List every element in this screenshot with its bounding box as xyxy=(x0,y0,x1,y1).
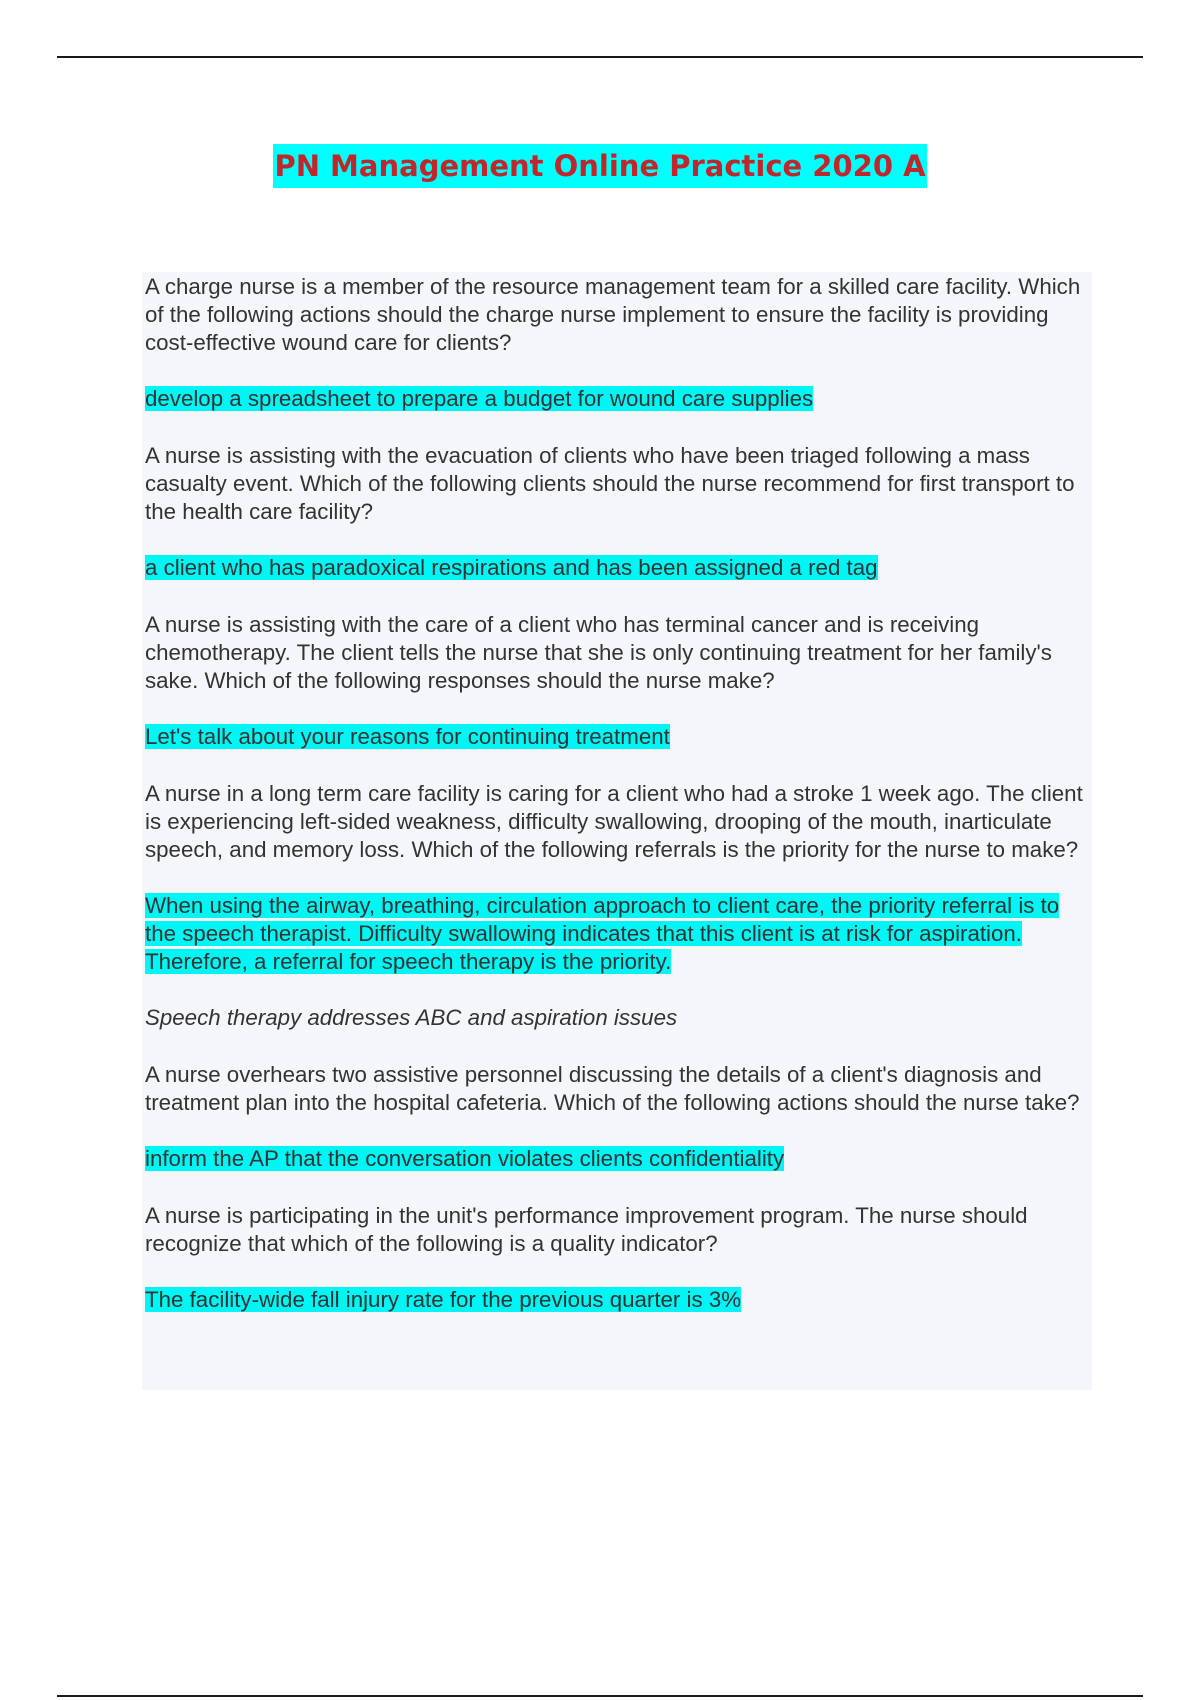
qa-item-4 xyxy=(145,779,1088,1032)
question-4: A nurse in a long term care facility is caring for a client who had a stroke 1 week ago. The client is experiencing left-sided weakness, difficulty swallowing, drooping of the mouth, inarticulate speech, and memory loss. Which of the following referrals is the priority for the nurse to make? xyxy=(145,781,1083,862)
page-title: PN Management Online Practice 2020 A xyxy=(273,144,926,188)
question-1: A charge nurse is a member of the resource management team for a skilled care facility. Which of the following actions should the charge nurse implement to ensure the facility is providing cost-effective wound care for clients? xyxy=(145,274,1081,355)
answer-1-highlight: develop a spreadsheet to prepare a budget for wound care supplies xyxy=(145,386,814,411)
qa-item-3 xyxy=(145,610,1088,751)
qa-panel xyxy=(142,272,1092,1390)
answer-6 xyxy=(145,1286,1088,1314)
answer-4 xyxy=(145,892,1088,976)
qa-item-5 xyxy=(145,1060,1088,1173)
answer-3-highlight: Let's talk about your reasons for continuing treatment xyxy=(145,724,670,749)
answer-6-highlight: The facility-wide fall injury rate for the previous quarter is 3% xyxy=(145,1287,742,1312)
title-container xyxy=(0,144,1200,188)
qa-item-2 xyxy=(145,441,1088,582)
answer-1 xyxy=(145,385,1088,413)
answer-4-note: Speech therapy addresses ABC and aspiration issues xyxy=(145,1005,678,1030)
bottom-rule xyxy=(57,1695,1143,1697)
answer-4-highlight: When using the airway, breathing, circulation approach to client care, the priority referral is to the speech therapist. Difficulty swallowing indicates that this client is at risk for aspiration. Therefore, a referral for speech therapy is the priority. xyxy=(145,893,1060,974)
question-2: A nurse is assisting with the evacuation of clients who have been triaged following a mass casualty event. Which of the following clients should the nurse recommend for first transport to the health care facility? xyxy=(145,443,1075,524)
question-3: A nurse is assisting with the care of a client who has terminal cancer and is receiving chemotherapy. The client tells the nurse that she is only continuing treatment for her family's sake. Which of the following responses should the nurse make? xyxy=(145,612,1052,693)
question-6: A nurse is participating in the unit's performance improvement program. The nurse should recognize that which of the following is a quality indicator? xyxy=(145,1203,1028,1256)
qa-item-1 xyxy=(145,272,1088,413)
answer-5 xyxy=(145,1145,1088,1173)
top-rule xyxy=(57,56,1143,58)
answer-2-highlight: a client who has paradoxical respirations and has been assigned a red tag xyxy=(145,555,878,580)
question-5: A nurse overhears two assistive personnel discussing the details of a client's diagnosis and treatment plan into the hospital cafeteria. Which of the following actions should the nurse take? xyxy=(145,1062,1080,1115)
answer-2 xyxy=(145,554,1088,582)
qa-item-6 xyxy=(145,1201,1088,1314)
answer-3 xyxy=(145,723,1088,751)
answer-5-highlight: inform the AP that the conversation violates clients confidentiality xyxy=(145,1146,785,1171)
